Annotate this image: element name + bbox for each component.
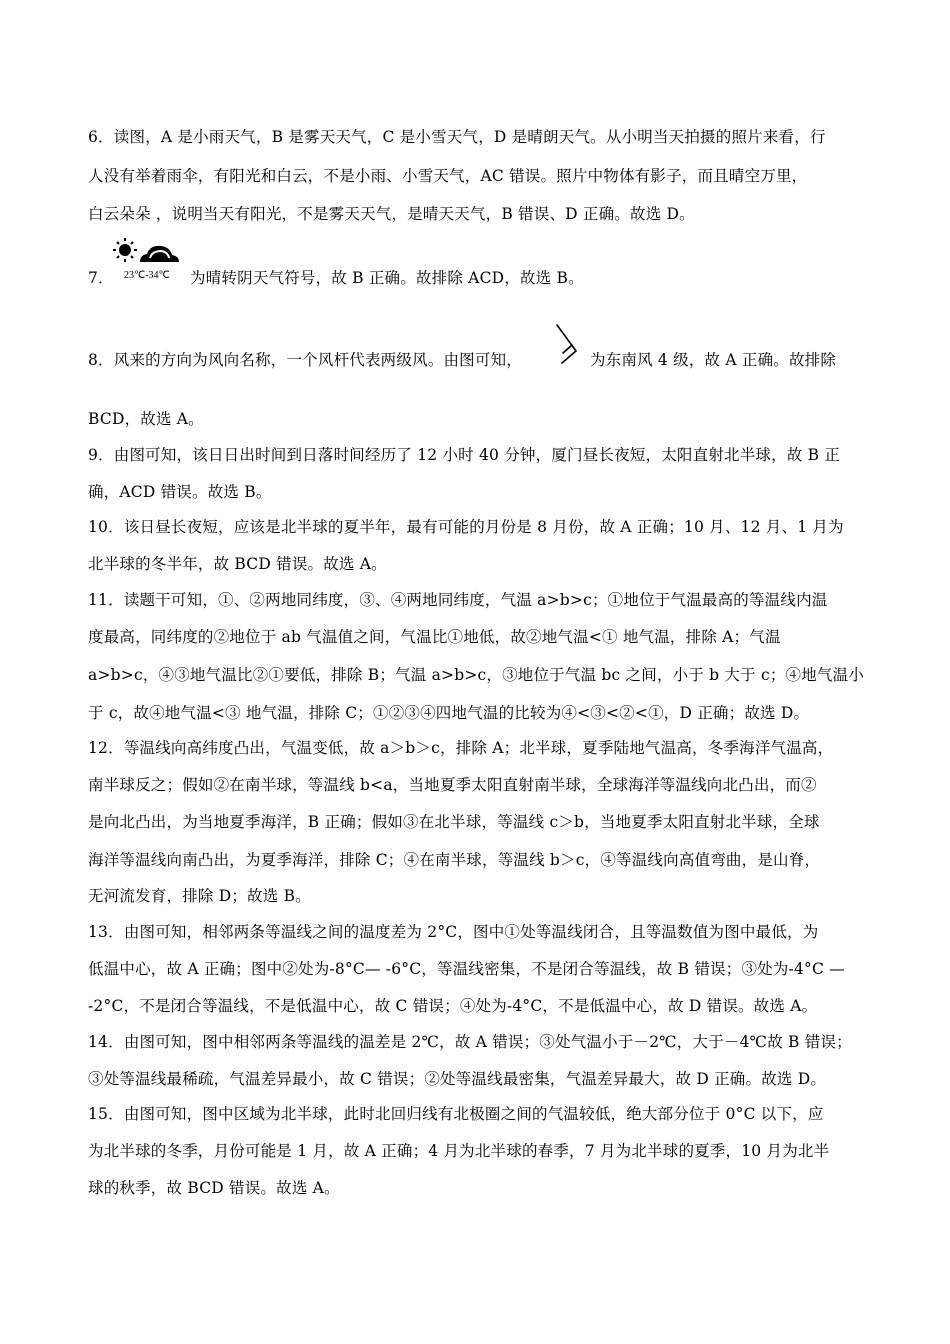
answer-13-line-2: 低温中心，故 A 正确；图中②处为-8°C— -6°C，等温线密集，不是闭合等温线，故 B 错误；③处为-4°C — xyxy=(88,960,845,978)
answer-10-line-1: 10．该日昼长夜短，应该是北半球的夏半年，最有可能的月份是 8 月份，故 A 正确；10 月、12 月、1 月为 xyxy=(88,518,844,536)
answer-8-line-2: BCD，故选 A。 xyxy=(88,410,204,428)
answer-11-line-1: 11．读题干可知，①、②两地同纬度，③、④两地同纬度，气温 a>b>c；①地位于气温最高的等温线内温 xyxy=(88,591,828,609)
answer-9-line-1: 9．由图可知，该日日出时间到日落时间经历了 12 小时 40 分钟，厦门昼长夜短，太阳直射北半球，故 B 正 xyxy=(88,446,841,464)
answer-7-number: 7． xyxy=(88,269,114,287)
temperature-range-label: 23℃-34℃ xyxy=(124,270,170,281)
answer-14-line-2: ③处等温线最稀疏，气温差异最小，故 C 错误；②处等温线最密集，气温差异最大，故 D 正确。故选 D。 xyxy=(88,1070,827,1088)
answer-13-line-1: 13．由图可知，相邻两条等温线之间的温度差为 2°C，图中①处等温线闭合，且等温数值为图中最低，为 xyxy=(88,923,819,941)
answer-6-line-3: 白云朵朵 ，说明当天有阳光，不是雾天天气，是晴天天气，B 错误、D 正确。故选 D。 xyxy=(88,205,695,223)
answer-8-line-1b: 为东南风 4 级，故 A 正确。故排除 xyxy=(590,351,837,369)
answer-12-line-1: 12．等温线向高纬度凸出，气温变低，故 a＞b＞c，排除 A；北半球，夏季陆地气温高，冬季海洋气温高， xyxy=(88,739,834,757)
answer-15-line-1: 15．由图可知，图中区域为北半球，此时北回归线有北极圈之间的气温较低，绝大部分位于 0°C 以下，应 xyxy=(88,1105,824,1123)
answer-6-line-2: 人没有举着雨伞，有阳光和白云，不是小雨、小雪天气，AC 错误。照片中物体有影子，而且晴空万里， xyxy=(88,167,808,185)
sunny-to-cloudy-weather-icon xyxy=(112,236,184,266)
answer-15-line-2: 为北半球的冬季，月份可能是 1 月，故 A 正确；4 月为北半球的春季，7 月为北半球的夏季，10 月为北半 xyxy=(88,1142,830,1160)
answer-8-line-1a: 8．风来的方向为风向名称，一个风杆代表两级风。由图可知， xyxy=(88,351,522,369)
answer-12-line-3: 是向北凸出，为当地夏季海洋，B 正确；假如③在北半球，等温线 c＞b，当地夏季太阳直射北半球，全球 xyxy=(88,813,820,831)
answer-7-text: 为晴转阴天气符号，故 B 正确。故排除 ACD，故选 B。 xyxy=(190,269,584,287)
answer-13-line-3: -2°C，不是闭合等温线，不是低温中心，故 C 错误；④处为-4°C，不是低温中心，故 D 错误。故选 A。 xyxy=(88,997,818,1015)
answer-10-line-2: 北半球的冬半年，故 BCD 错误。故选 A。 xyxy=(88,555,387,573)
answer-11-line-4: 于 c，故④地气温<③ 地气温，排除 C；①②③④四地气温的比较为④<③<②<①，D 正确；故选 D。 xyxy=(88,704,810,722)
answer-9-line-2: 确，ACD 错误。故选 B。 xyxy=(88,483,272,501)
answer-12-line-5: 无河流发育，排除 D；故选 B。 xyxy=(88,887,311,905)
wind-barb-icon xyxy=(554,322,584,368)
answer-12-line-2: 南半球反之；假如②在南半球，等温线 b<a，当地夏季太阳直射南半球，全球海洋等温线向北凸出，而② xyxy=(88,776,817,794)
answer-14-line-1: 14．由图可知，图中相邻两条等温线的温差是 2℃，故 A 错误；③处气温小于－2℃，大于－4℃故 B 错误； xyxy=(88,1033,852,1051)
answer-11-line-3: a>b>c，④③地气温比②①要低，排除 B；气温 a>b>c，③地位于气温 bc 之间，小于 b 大于 c；④地气温小 xyxy=(88,666,865,684)
answer-11-line-2: 度最高，同纬度的②地位于 ab 气温值之间，气温比①地低，故②地气温<① 地气温，排除 A；气温 xyxy=(88,628,781,646)
answer-12-line-4: 海洋等温线向南凸出，为夏季海洋，排除 C；④在南半球，等温线 b＞c，④等温线向高值弯曲，是山脊， xyxy=(88,851,821,869)
answer-15-line-3: 球的秋季，故 BCD 错误。故选 A。 xyxy=(88,1179,340,1197)
answer-6-line-1: 6．读图，A 是小雨天气，B 是雾天天气，C 是小雪天气，D 是晴朗天气。从小明当天拍摄的照片来看，行 xyxy=(88,128,826,146)
